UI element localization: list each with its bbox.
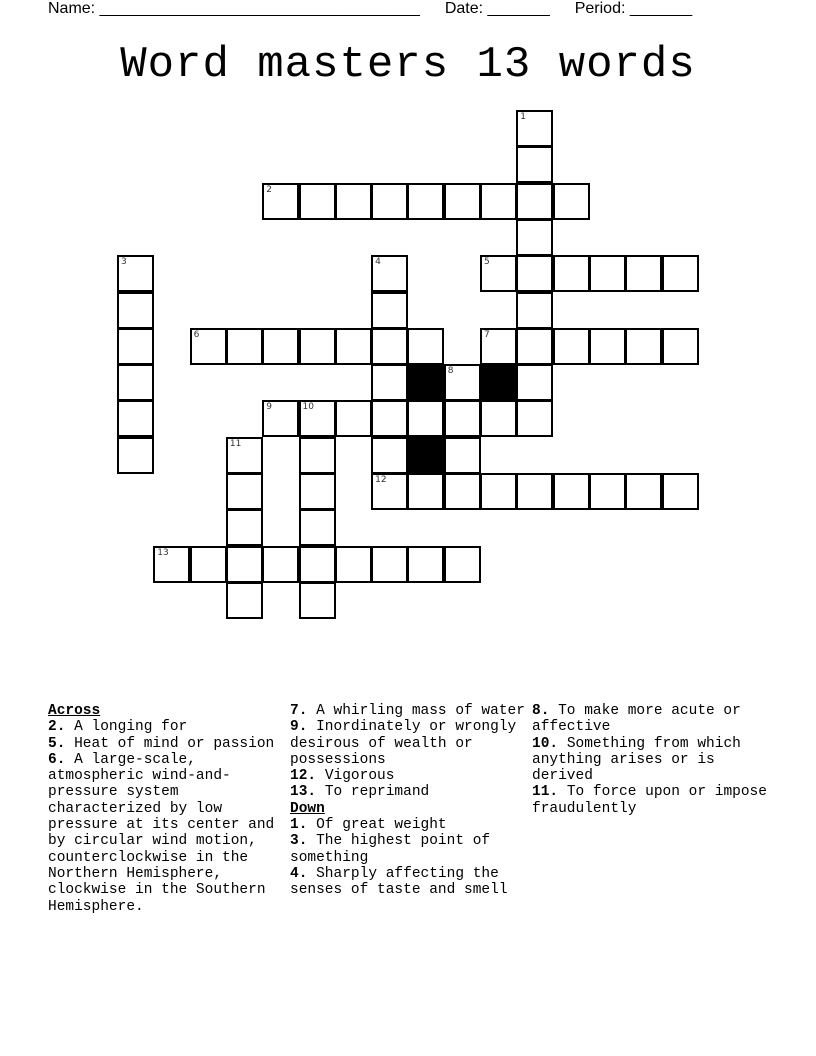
clue-down-10: 10. Something from which anything arises or is derived — [532, 735, 741, 785]
crossword-cell[interactable] — [553, 473, 590, 510]
clue-across-2: 2. A longing for — [48, 719, 188, 736]
crossword-cell[interactable] — [516, 146, 553, 183]
cell-number: 13 — [157, 547, 169, 558]
crossword-cell[interactable] — [444, 364, 481, 401]
crossword-cell[interactable] — [226, 328, 263, 365]
crossword-cell[interactable] — [625, 328, 662, 365]
crossword-cell[interactable] — [516, 110, 553, 147]
crossword-cell[interactable] — [480, 473, 517, 510]
clue-across-9: 9. Inordinately or wrongly desirous of wealth or possessions — [290, 719, 517, 768]
crossword-cell[interactable] — [226, 509, 263, 546]
period-label: Period: _______ — [574, 0, 693, 17]
crossword-cell[interactable] — [516, 328, 553, 365]
crossword-cell[interactable] — [335, 546, 372, 583]
crossword-cell[interactable] — [299, 183, 336, 220]
crossword-cell[interactable] — [335, 400, 372, 437]
crossword-cell[interactable] — [371, 437, 408, 474]
crossword-cell[interactable] — [553, 328, 590, 365]
crossword-cell[interactable] — [662, 328, 699, 365]
clue-down-3: 3. The highest point of something — [290, 833, 491, 866]
crossword-cell[interactable] — [226, 473, 263, 510]
crossword-cell[interactable] — [444, 437, 481, 474]
down-heading: Down — [290, 800, 325, 817]
crossword-cell[interactable] — [516, 473, 553, 510]
cell-number: 9 — [266, 402, 272, 413]
black-square — [407, 364, 444, 401]
crossword-cell[interactable] — [444, 183, 481, 220]
cell-number: 6 — [193, 329, 200, 340]
crossword-cell[interactable] — [117, 437, 154, 474]
crossword-cell[interactable] — [407, 400, 444, 437]
crossword-cell[interactable] — [625, 255, 662, 292]
crossword-cell[interactable] — [335, 328, 372, 365]
cell-number: 11 — [229, 438, 242, 449]
crossword-cell[interactable] — [444, 546, 481, 583]
cell-number: 4 — [375, 257, 381, 268]
crossword-cell[interactable] — [299, 400, 336, 437]
crossword-cell[interactable] — [299, 582, 336, 619]
crossword-cell[interactable] — [371, 364, 408, 401]
crossword-cell[interactable] — [407, 546, 444, 583]
crossword-cell[interactable] — [516, 400, 553, 437]
crossword-cell[interactable] — [117, 400, 154, 437]
crossword-cell[interactable] — [371, 328, 408, 365]
crossword-cell[interactable] — [589, 473, 626, 510]
name-label: Name: ____________________________________ — [48, 0, 420, 17]
page-title: Word masters 13 words — [120, 40, 696, 90]
crossword-cell[interactable] — [117, 364, 154, 401]
clue-down-8: 8. To make more acute or affective — [532, 703, 741, 736]
crossword-cell[interactable] — [516, 292, 553, 329]
cell-number: 5 — [484, 257, 490, 268]
clue-down-4: 4. Sharply affecting the senses of taste and smell — [290, 865, 508, 899]
crossword-cell[interactable] — [190, 546, 227, 583]
crossword-cell[interactable] — [117, 328, 154, 365]
crossword-cell[interactable] — [299, 473, 336, 510]
crossword-cell[interactable] — [262, 400, 299, 437]
crossword-cell[interactable] — [589, 328, 626, 365]
crossword-cell[interactable] — [299, 546, 336, 583]
crossword-cell[interactable] — [407, 473, 444, 510]
crossword-cell[interactable] — [662, 255, 699, 292]
crossword-cell[interactable] — [625, 473, 662, 510]
clue-down-11: 11. To force upon or impose fraudulently — [532, 784, 767, 817]
crossword-cell[interactable] — [480, 400, 517, 437]
black-square — [480, 364, 517, 401]
clue-across-6: 6. A large-scale, atmospheric wind-and-pressure system characterized by low pressure at its center and by circular wind motion, counterclockwise in the Northern Hemisphere, clockwise in the Southern Hemisphere. — [48, 751, 275, 915]
crossword-cell[interactable] — [516, 183, 553, 220]
date-label: Date: _______ — [444, 0, 550, 17]
crossword-cell[interactable] — [480, 328, 517, 365]
crossword-cell[interactable] — [262, 328, 299, 365]
crossword-cell[interactable] — [190, 328, 227, 365]
crossword-cell[interactable] — [226, 437, 263, 474]
crossword-cell[interactable] — [444, 400, 481, 437]
crossword-cell[interactable] — [516, 255, 553, 292]
cell-number: 2 — [266, 184, 272, 195]
cell-number: 12 — [375, 475, 387, 485]
clues-column-1 — [48, 703, 288, 915]
crossword-cell[interactable] — [371, 400, 408, 437]
clue-across-13: 13. To reprimand — [290, 784, 430, 801]
black-square — [407, 437, 444, 474]
crossword-cell[interactable] — [262, 183, 299, 220]
cell-number: 7 — [484, 329, 490, 340]
clue-across-12: 12. Vigorous — [290, 768, 395, 785]
crossword-cell[interactable] — [480, 183, 517, 220]
crossword-cell[interactable] — [407, 328, 444, 365]
crossword-cell[interactable] — [299, 328, 336, 365]
crossword-cell[interactable] — [371, 292, 408, 329]
crossword-cell[interactable] — [371, 255, 408, 292]
cell-number: 10 — [302, 402, 314, 413]
clues-column-3 — [532, 703, 772, 817]
crossword-cell[interactable] — [226, 546, 263, 583]
cell-number: 8 — [447, 366, 454, 377]
crossword-cell[interactable] — [589, 255, 626, 292]
header — [48, 0, 692, 22]
crossword-cell[interactable] — [480, 255, 517, 292]
clue-across-5: 5. Heat of mind or passion — [48, 735, 275, 752]
crossword-cell[interactable] — [371, 546, 408, 583]
clues-column-2 — [290, 703, 530, 899]
crossword-cell[interactable] — [299, 437, 336, 474]
crossword-cell[interactable] — [553, 255, 590, 292]
clue-across-7: 7. A whirling mass of water — [290, 703, 525, 719]
crossword-cell[interactable] — [407, 183, 444, 220]
crossword-cell[interactable] — [117, 255, 154, 292]
crossword-cell[interactable] — [299, 509, 336, 546]
crossword-cell[interactable] — [335, 183, 372, 220]
crossword-cell[interactable] — [444, 473, 481, 510]
across-heading: Across — [48, 703, 101, 719]
crossword-cell[interactable] — [516, 364, 553, 401]
crossword-cell[interactable] — [262, 546, 299, 583]
crossword-cell[interactable] — [153, 546, 190, 583]
cell-number: 1 — [520, 112, 527, 122]
cell-number: 3 — [121, 257, 127, 268]
crossword-cell[interactable] — [553, 183, 590, 220]
crossword-cell[interactable] — [117, 292, 154, 329]
clue-down-1: 1. Of great weight — [290, 817, 447, 834]
crossword-cell[interactable] — [226, 582, 263, 619]
crossword-cell[interactable] — [662, 473, 699, 510]
crossword-cell[interactable] — [516, 219, 553, 256]
crossword-cell[interactable] — [371, 183, 408, 220]
crossword-cell[interactable] — [371, 473, 408, 510]
